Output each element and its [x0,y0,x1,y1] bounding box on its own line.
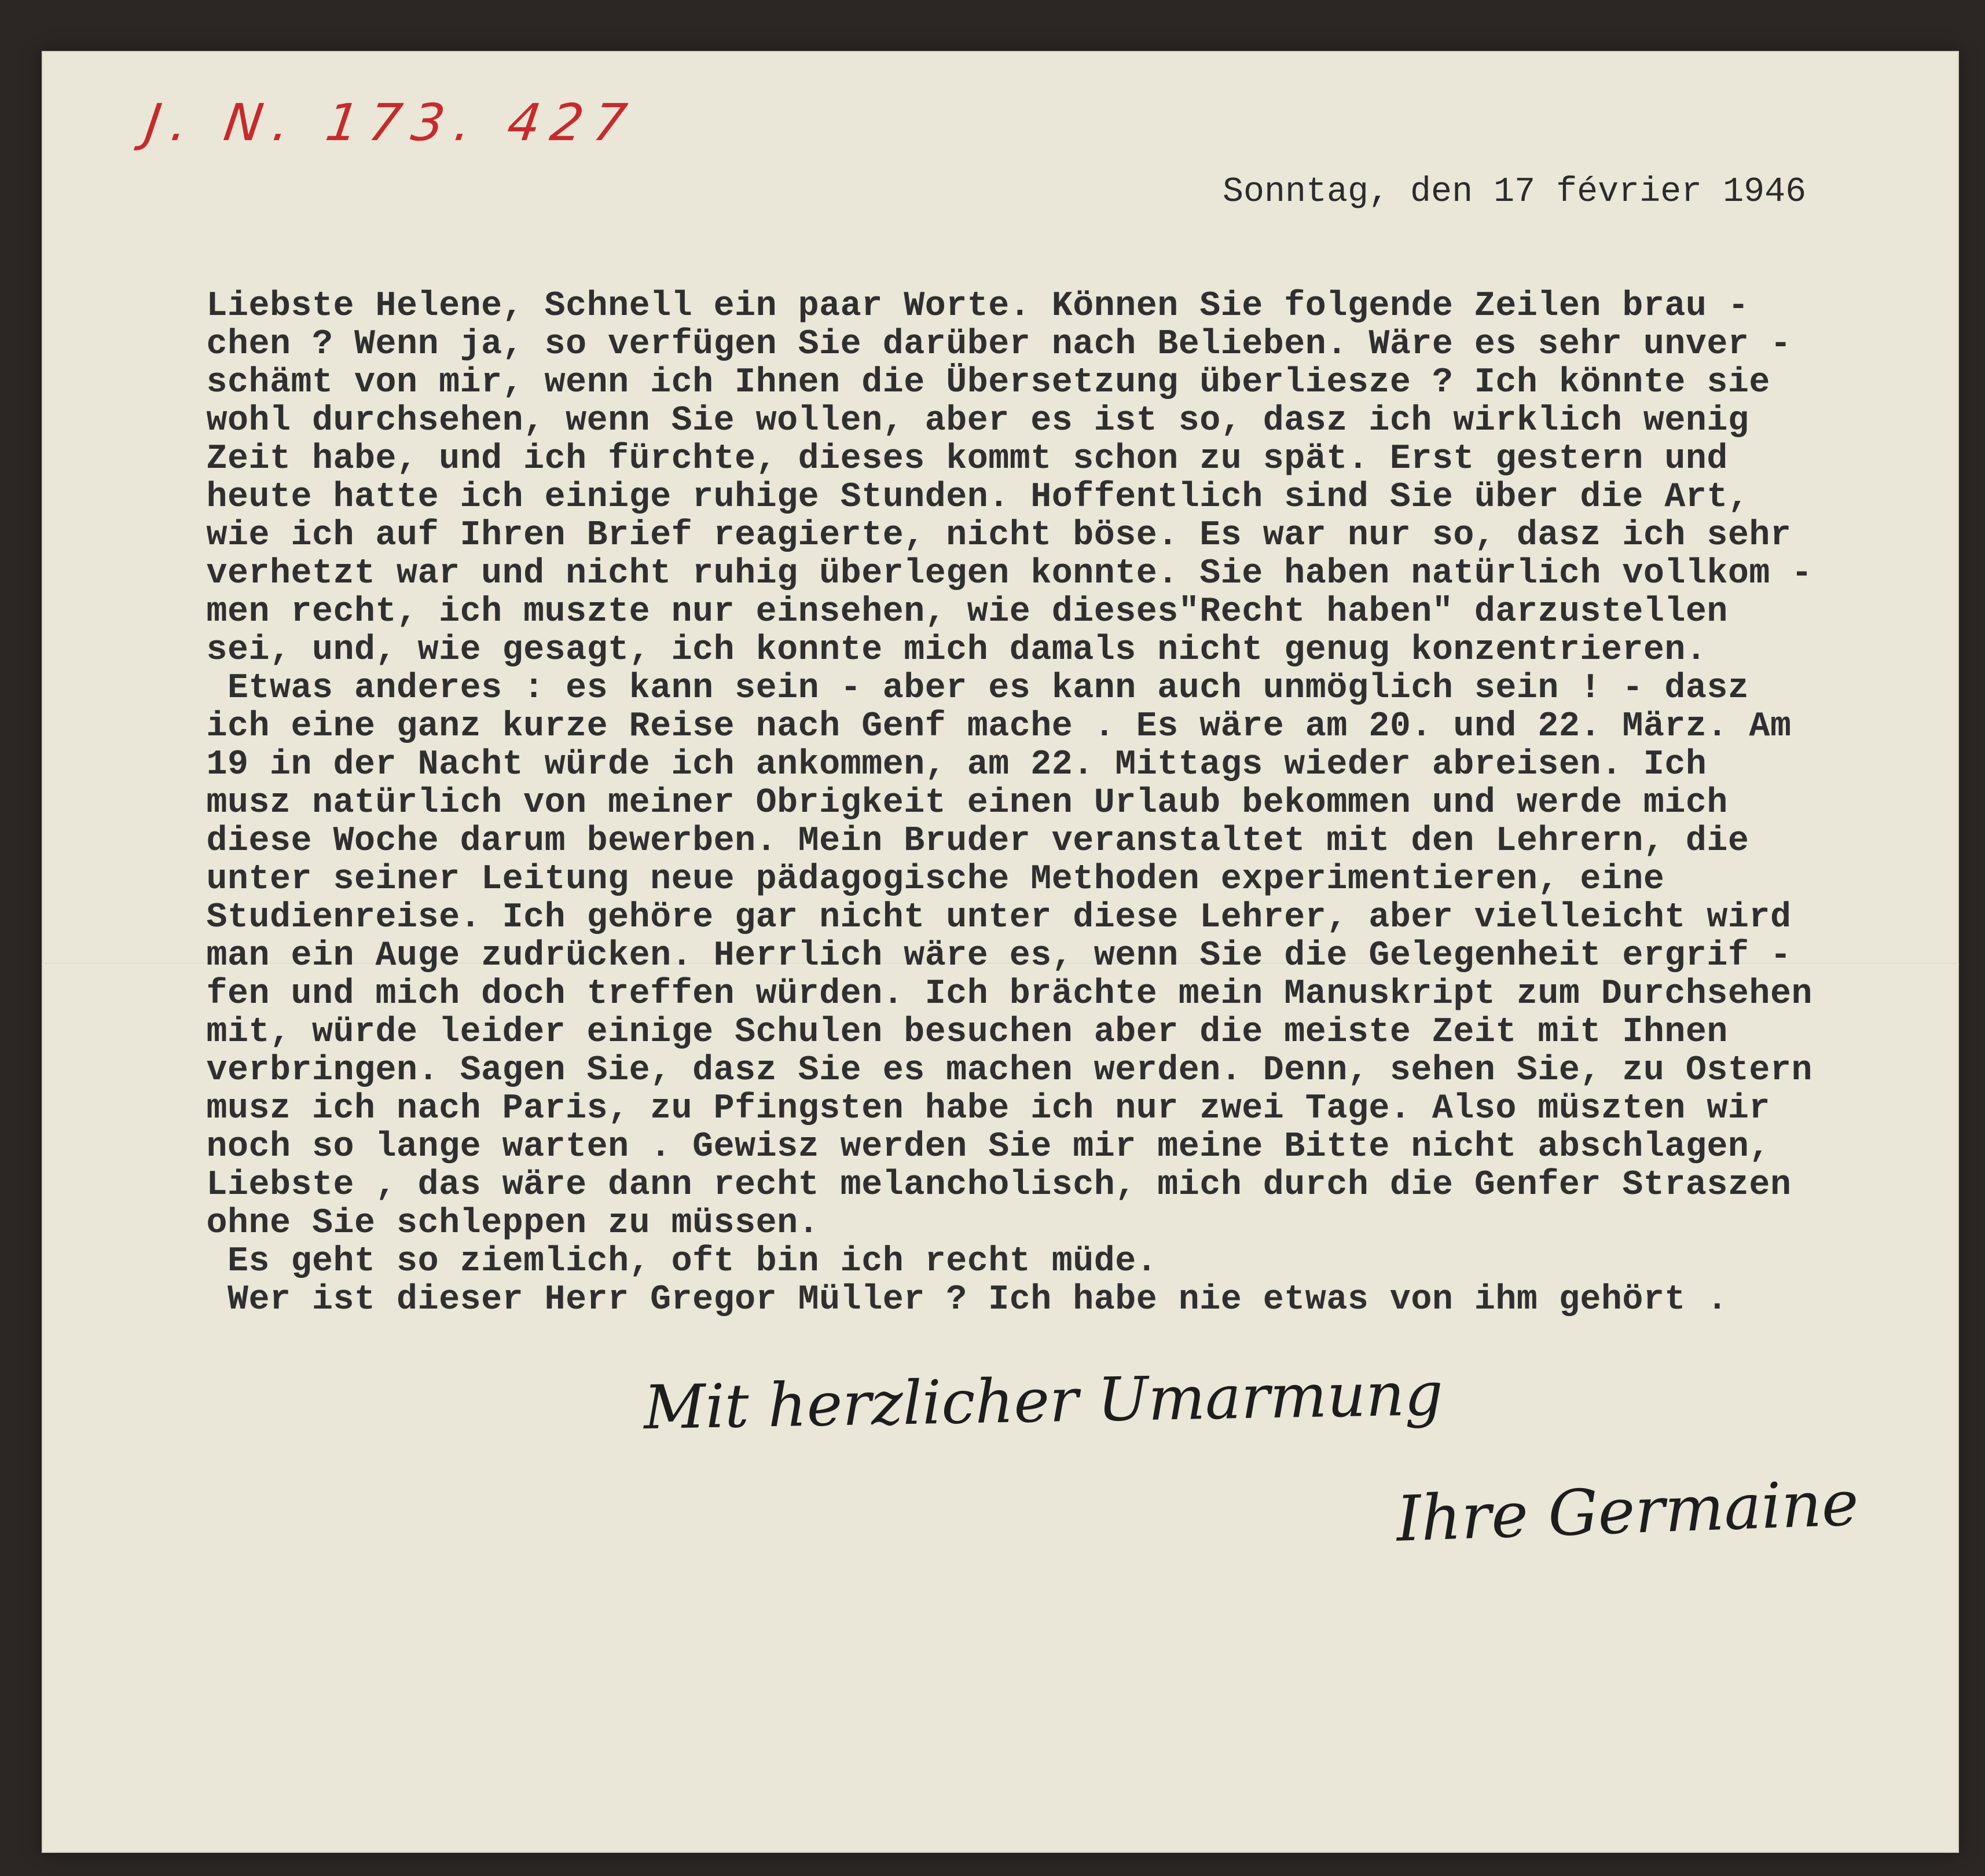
body-line: Es geht so ziemlich, oft bin ich recht müde. [185,1242,1158,1281]
body-line: Zeit habe, und ich fürchte, dieses kommt schon zu spät. Erst gestern und [185,439,1728,479]
body-line: heute hatte ich einige ruhige Stunden. Hoffentlich sind Sie über die Art, [185,478,1749,517]
body-line: men recht, ich muszte nur einsehen, wie dieses"Recht haben" darzustellen [185,592,1728,632]
body-line: musz ich nach Paris, zu Pfingsten habe ich nur zwei Tage. Also müszten wir [185,1089,1770,1128]
handwritten-closing: Mit herzlicher Umarmung [643,1358,1444,1443]
body-line: fen und mich doch treffen würden. Ich brächte mein Manuskript zum Durchsehen [185,974,1812,1014]
body-line: ich eine ganz kurze Reise nach Genf mache . Es wäre am 20. und 22. März. Am [185,707,1792,746]
body-line: wohl durchsehen, wenn Sie wollen, aber es ist so, dasz ich wirklich wenig [185,401,1749,441]
body-line: Wer ist dieser Herr Gregor Müller ? Ich habe nie etwas von ihm gehört . [185,1280,1728,1320]
body-line: 19 in der Nacht würde ich ankommen, am 22. Mittags wieder abreisen. Ich [185,745,1707,785]
body-line: musz natürlich von meiner Obrigkeit einen Urlaub bekommen und werde mich [185,783,1728,823]
body-line: mit, würde leider einige Schulen besuchen aber die meiste Zeit mit Ihnen [185,1013,1728,1052]
body-line: diese Woche darum bewerben. Mein Bruder veranstaltet mit den Lehrern, die [185,822,1749,861]
letter-sheet [42,51,1959,1853]
body-line: Etwas anderes : es kann sein - aber es kann auch unmöglich sein ! - dasz [185,669,1749,708]
body-line: schämt von mir, wenn ich Ihnen die Übersetzung überliesze ? Ich könnte sie [185,363,1770,402]
body-line: Liebste Helene, Schnell ein paar Worte. Können Sie folgende Zeilen brau - [185,287,1749,326]
letter-body [185,287,1951,1319]
body-line: Studienreise. Ich gehöre gar nicht unter diese Lehrer, aber vielleicht wird [185,898,1792,937]
body-line: verbringen. Sagen Sie, dasz Sie es machen werden. Denn, sehen Sie, zu Ostern [185,1051,1812,1090]
body-line: Liebste , das wäre dann recht melancholisch, mich durch die Genfer Straszen [185,1166,1792,1205]
body-line: wie ich auf Ihren Brief reagierte, nicht böse. Es war nur so, dasz ich sehr [185,516,1792,555]
body-line: chen ? Wenn ja, so verfügen Sie darüber nach Belieben. Wäre es sehr unver - [185,325,1792,364]
body-line: noch so lange warten . Gewisz werden Sie mir meine Bitte nicht abschlagen, [185,1127,1770,1167]
handwritten-signature: Ihre Germaine [1395,1467,1860,1556]
body-line: sei, und, wie gesagt, ich konnte mich damals nicht genug konzentrieren. [185,631,1707,670]
body-line: man ein Auge zudrücken. Herrlich wäre es, wenn Sie die Gelegenheit ergrif - [185,936,1792,976]
reference-number: J. N. 173. 427 [141,93,641,152]
body-line: verhetzt war und nicht ruhig überlegen konnte. Sie haben natürlich vollkom - [185,554,1812,593]
body-line: ohne Sie schleppen zu müssen. [185,1204,820,1243]
body-line: unter seiner Leitung neue pädagogische Methoden experimentieren, eine [185,860,1665,899]
date-line: Sonntag, den 17 février 1946 [1223,173,1807,212]
